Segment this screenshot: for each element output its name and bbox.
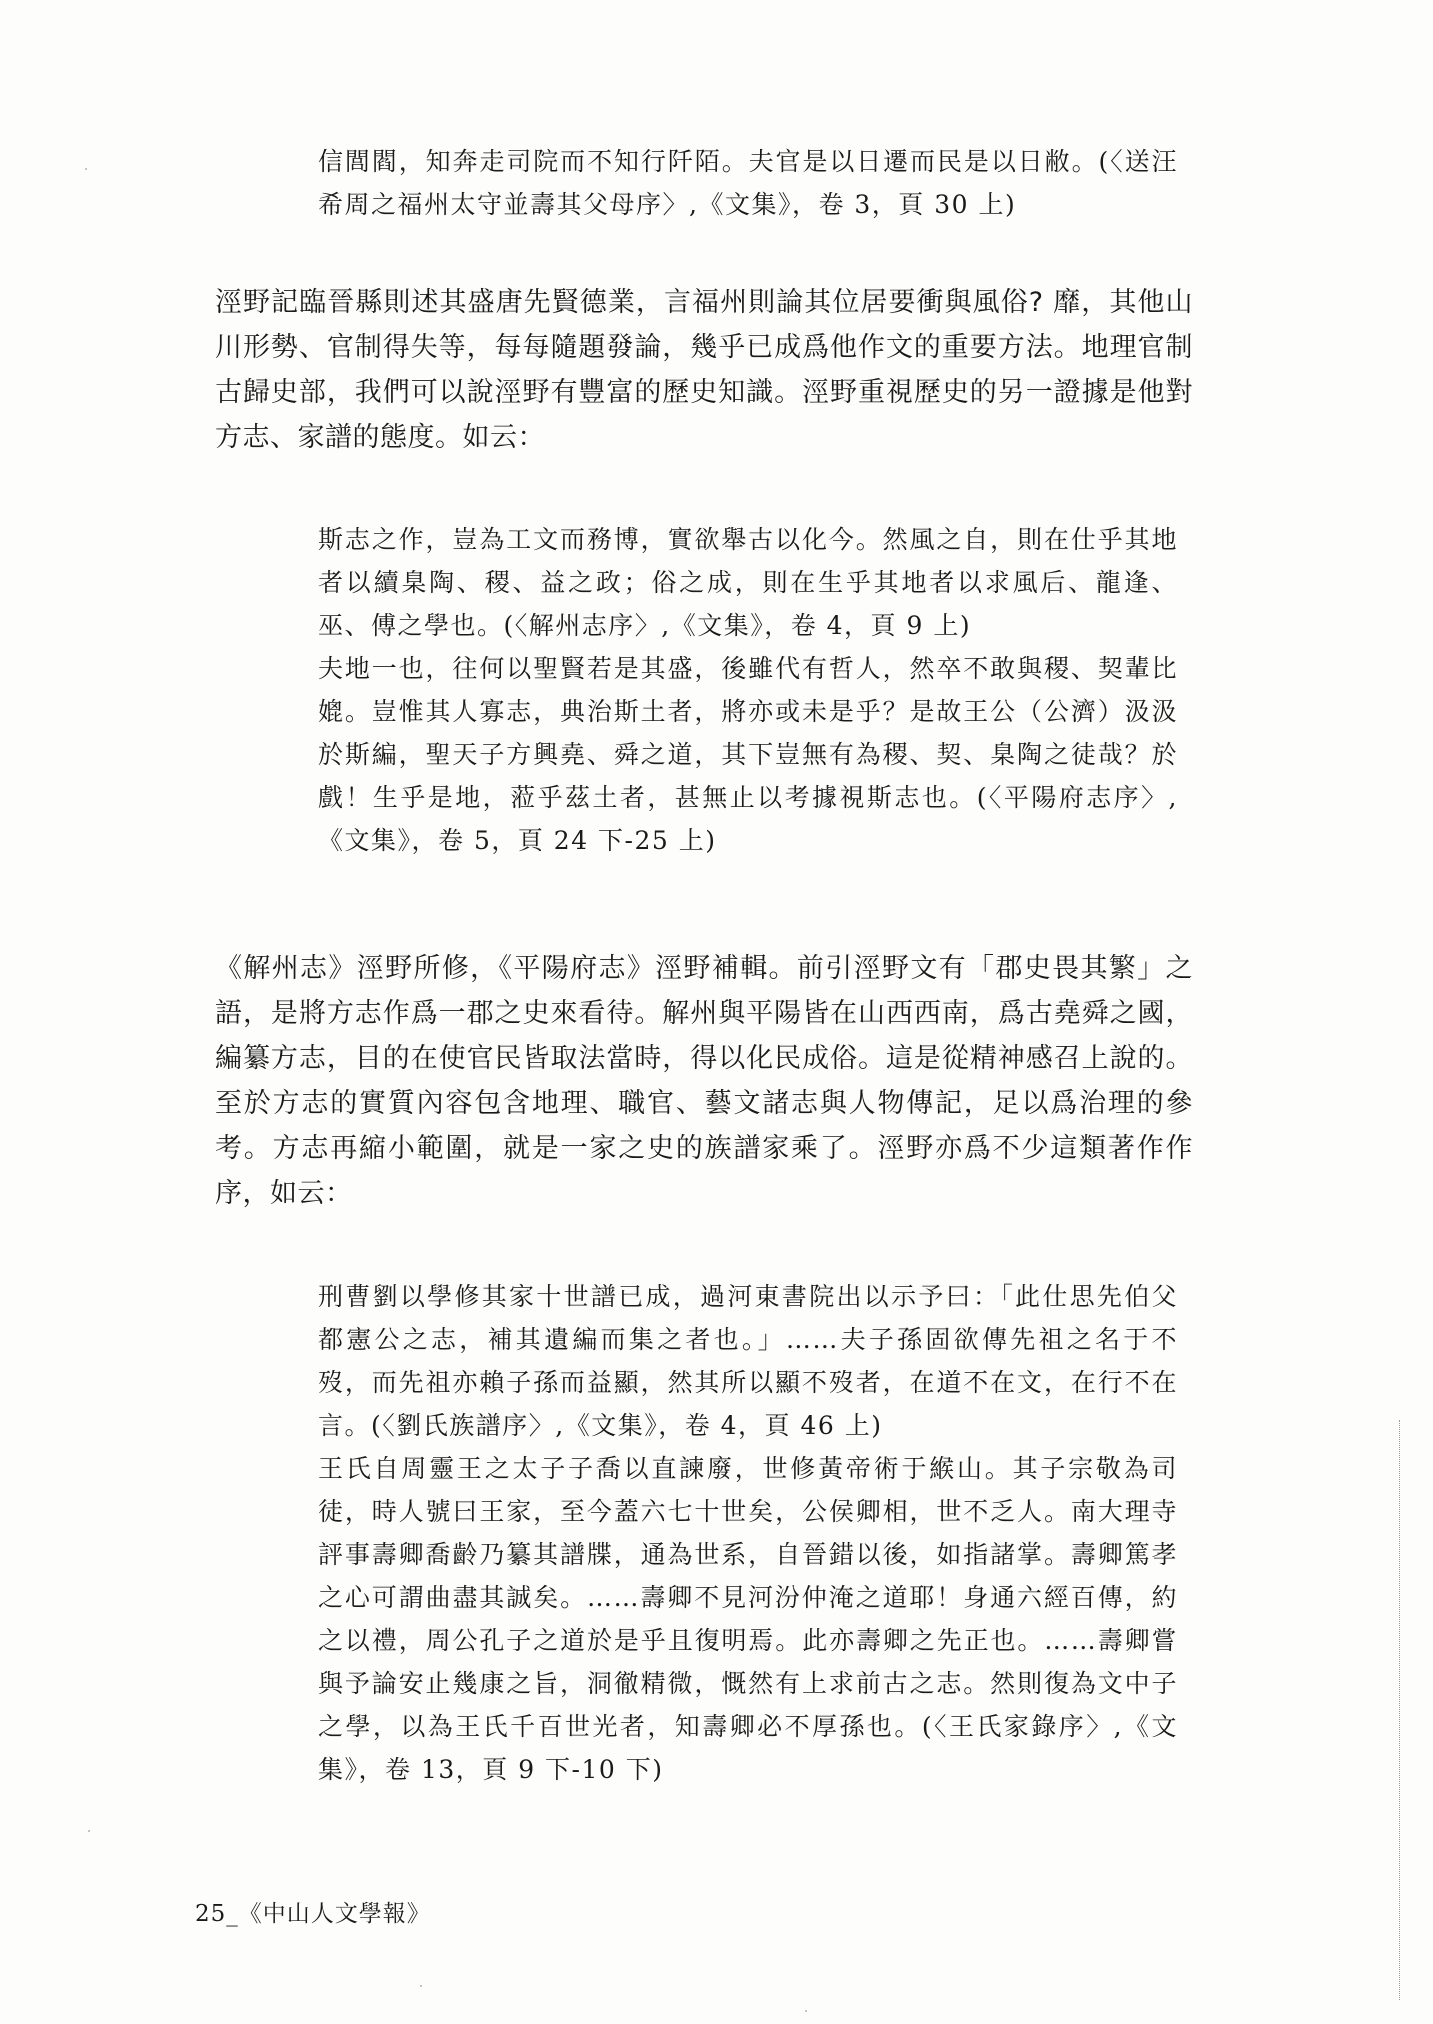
scan-speck [420, 1985, 422, 1987]
page-footer: 25_《中山人文學報》 [195, 1901, 431, 1927]
scan-speck [88, 1830, 90, 1832]
block-quote-2 [318, 518, 1178, 862]
body-paragraph-1 [215, 280, 1193, 460]
block-quote-3 [318, 1275, 1178, 1791]
body-paragraph-2 [215, 946, 1193, 1216]
block-quote-1 [318, 140, 1178, 226]
scan-edge-line [1399, 1420, 1401, 2000]
paragraph-text: 涇野記臨晉縣則述其盛唐先賢德業，言福州則論其位居要衝與風俗? 靡，其他山川形勢、官制得失等，每每隨題發論，幾乎已成爲他作文的重要方法。地理官制古歸史部，我們可以說涇野有豐富的歷史知識。涇野重視歷史的另一證據是他對方志、家譜的態度。如云： [215, 287, 1193, 453]
quote-passage: 王氏自周靈王之太子子喬以直諫廢，世修黃帝術于緱山。其子宗敬為司徒，時人號曰王家，至今蓋六七十世矣，公侯卿相，世不乏人。南大理寺評事壽卿喬齡乃纂其譜牒，通為世系，自晉錯以後，如指諸掌。壽卿篤孝之心可謂曲盡其誠矣。……壽卿不見河汾仲淹之道耶！身通六經百傳，約之以禮，周公孔子之道於是乎且復明焉。此亦壽卿之先正也。……壽卿嘗與予論安止幾康之旨，洞徹精微，慨然有上求前古之志。然則復為文中子之學，以為王氏千百世光者，知壽卿必不厚孫也。(〈王氏家錄序〉,《文集》，卷 13，頁 9 下-10 下) [318, 1454, 1178, 1784]
paragraph-text: 《解州志》涇野所修，《平陽府志》涇野補輯。前引涇野文有「郡史畏其繁」之語，是將方志作爲一郡之史來看待。解州與平陽皆在山西西南，爲古堯舜之國，編纂方志，目的在使官民皆取法當時，得以化民成俗。這是從精神感召上說的。至於方志的實質內容包含地理、職官、藝文諸志與人物傳記，足以爲治理的參考。方志再縮小範圍，就是一家之史的族譜家乘了。涇野亦爲不少這類著作作序，如云： [215, 953, 1193, 1209]
quote-passage: 刑曹劉以學修其家十世譜已成，過河東書院出以示予曰：「此仕思先伯父都憲公之志，補其遺編而集之者也。」……夫子孫固欲傳先祖之名于不歿，而先祖亦賴子孫而益顯，然其所以顯不歿者，在道不在文，在行不在言。(〈劉氏族譜序〉,《文集》，卷 4，頁 46 上) [318, 1282, 1178, 1440]
quote-passage: 夫地一也，往何以聖賢若是其盛，後雖代有哲人，然卒不敢與稷、契輩比媲。豈惟其人寡志，典治斯土者，將亦或未是乎？是故王公（公濟）汲汲於斯編，聖天子方興堯、舜之道，其下豈無有為稷、契、臬陶之徒哉？於戲！生乎是地，蒞乎茲土者，甚無止以考據視斯志也。(〈平陽府志序〉,《文集》，卷 5，頁 24 下-25 上) [318, 654, 1178, 855]
scan-speck [85, 168, 87, 170]
quote-passage: 信閭閻，知奔走司院而不知行阡陌。夫官是以日遷而民是以日敝。(〈送汪希周之福州太守並壽其父母序〉,《文集》，卷 3，頁 30 上) [318, 147, 1178, 219]
quote-passage: 斯志之作，豈為工文而務博，實欲舉古以化今。然風之自，則在仕乎其地者以續臬陶、稷、益之政；俗之成，則在生乎其地者以求風后、龍逢、巫、傅之學也。(〈解州志序〉,《文集》，卷 4，頁 9 上) [318, 525, 1178, 640]
scan-speck [805, 2010, 807, 2012]
